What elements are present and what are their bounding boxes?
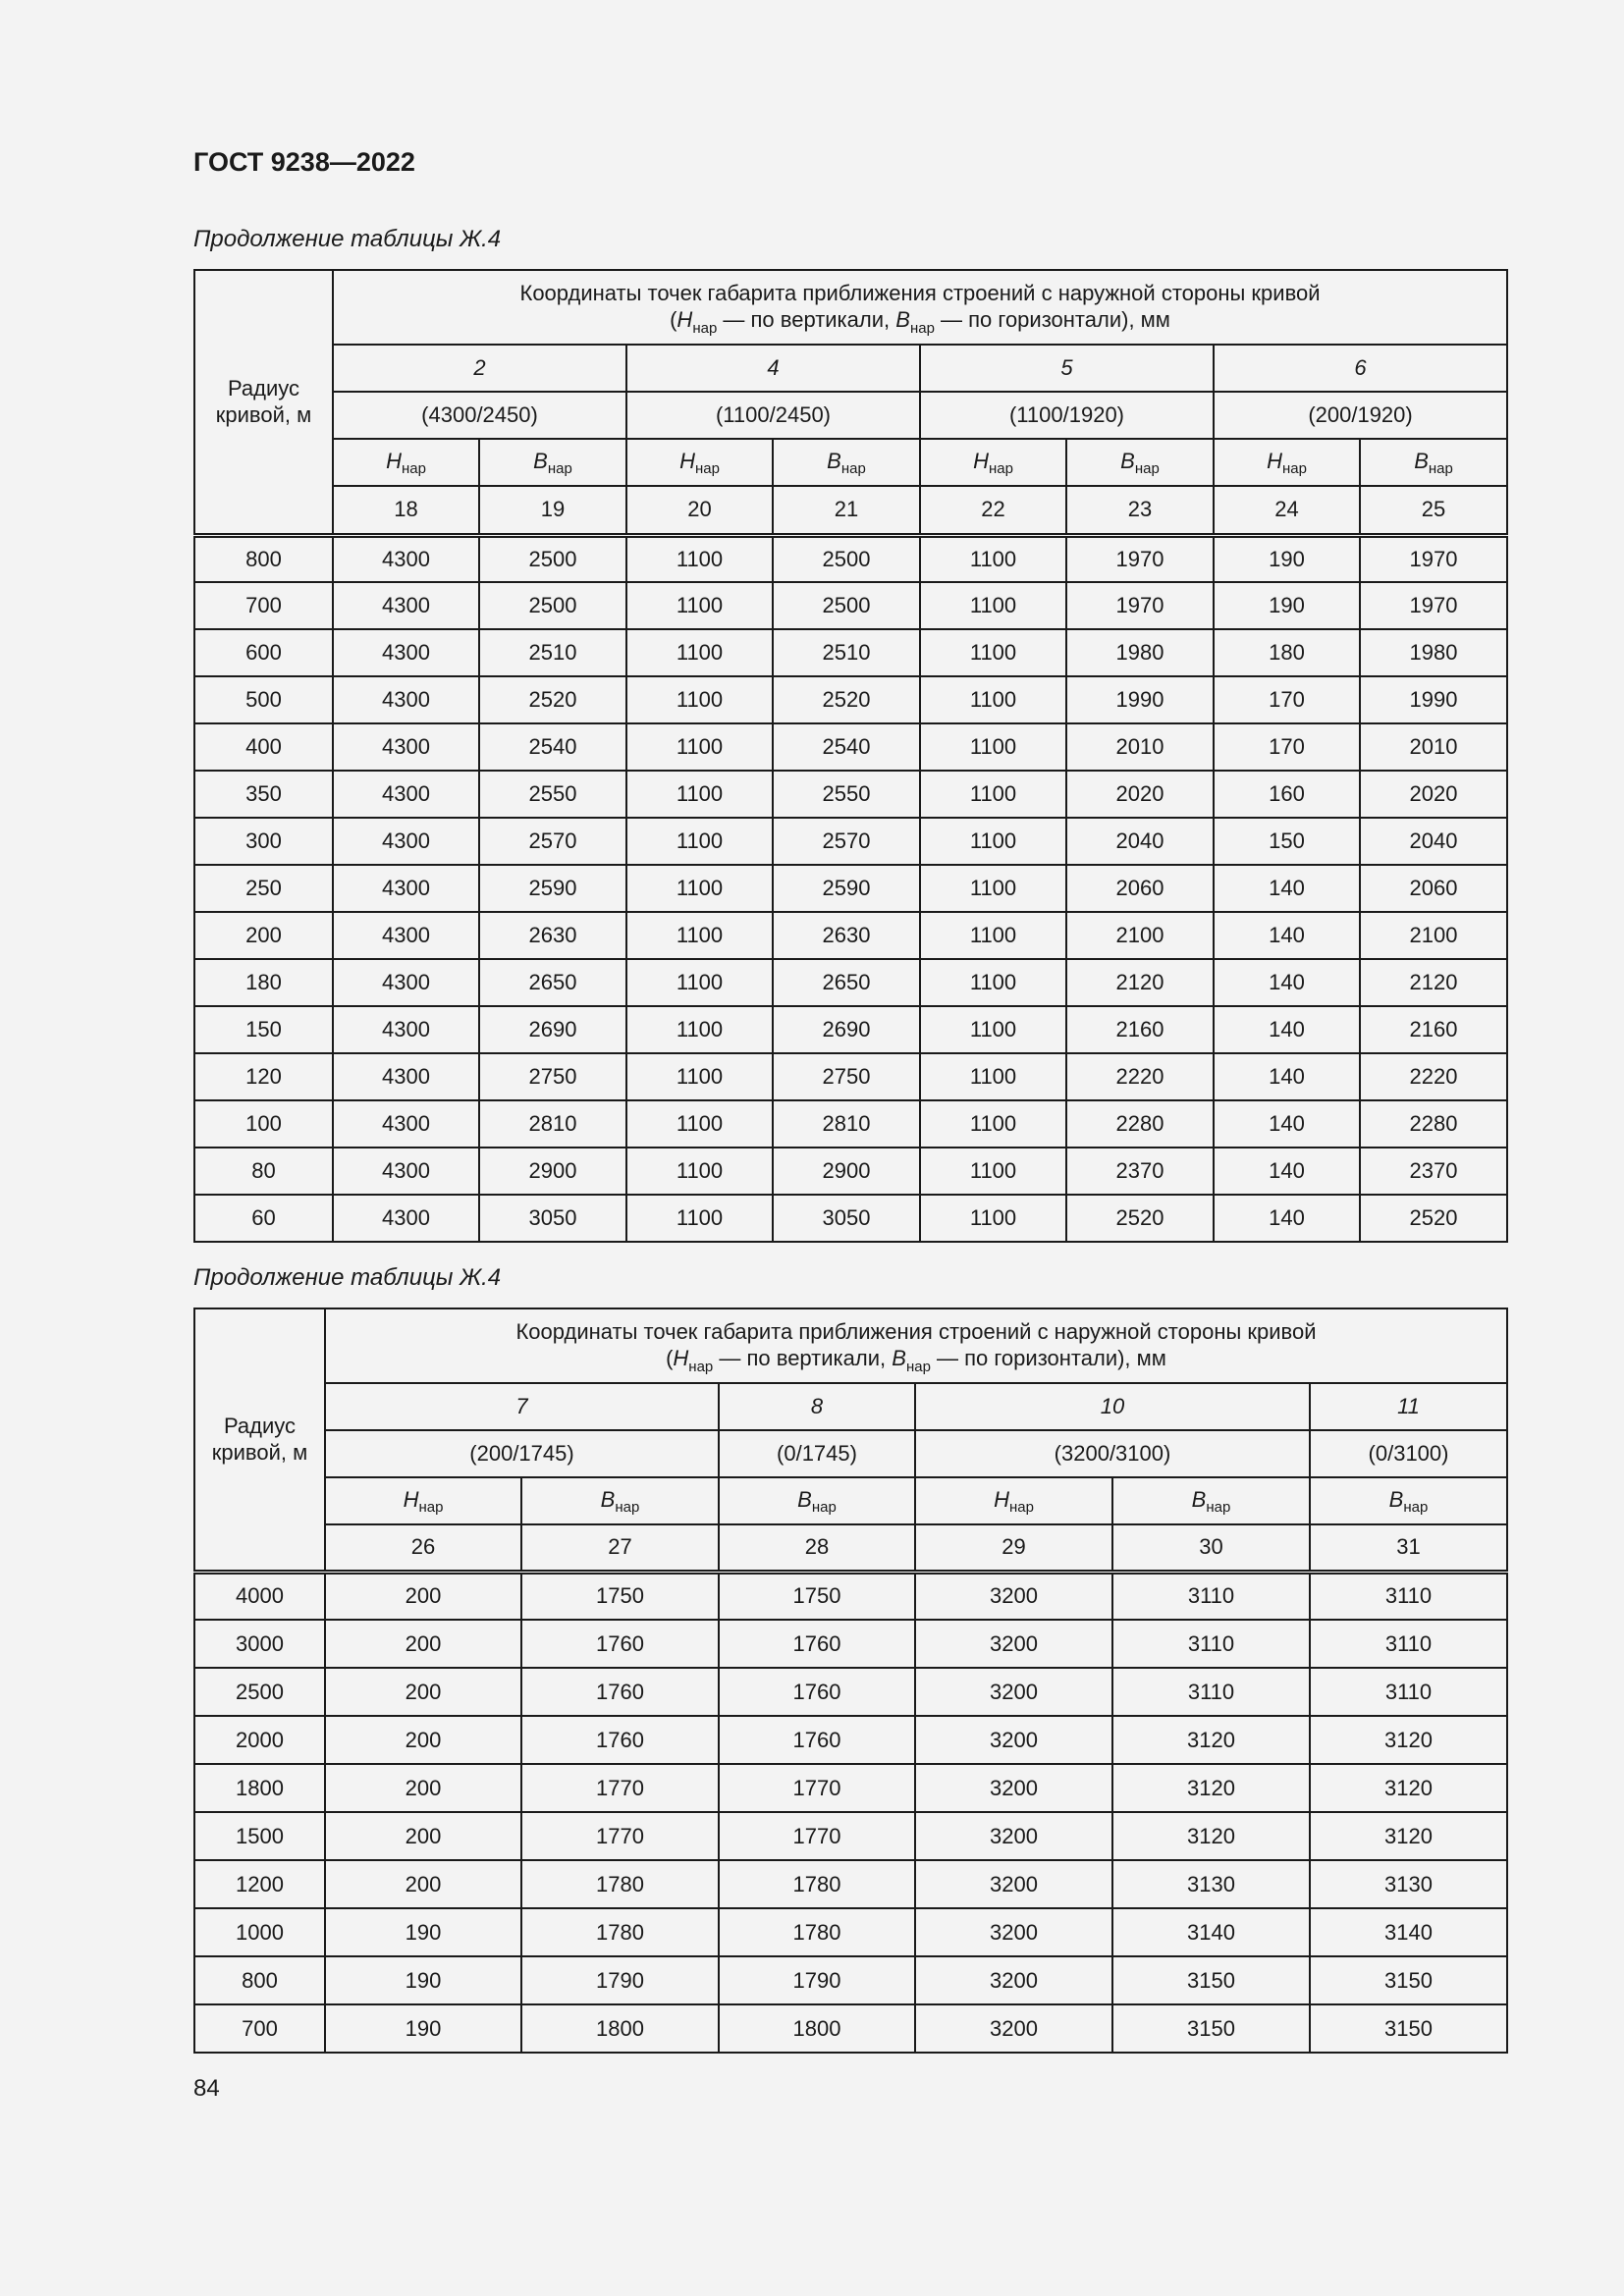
point-number: 4 (626, 345, 920, 392)
point-coordinates: (0/3100) (1310, 1430, 1507, 1477)
table-row (194, 2004, 1507, 2053)
coordinate-value: 4300 (333, 1006, 479, 1053)
clearance-table-part2 (193, 1308, 1508, 2054)
coordinate-value: 1100 (626, 818, 773, 865)
coordinate-value: 2520 (1066, 1195, 1214, 1242)
coordinates-header-line2: ($H_{нар}$ — по вертикали, $B_{нар}$ — по горизонтали), мм (670, 306, 1170, 337)
column-number: 30 (1112, 1524, 1310, 1572)
coordinate-value: 4300 (333, 723, 479, 771)
radius-value: 1800 (194, 1764, 325, 1812)
coordinate-value: 190 (1214, 582, 1360, 629)
coordinate-value: 1980 (1066, 629, 1214, 676)
coordinate-value: 1760 (719, 1620, 915, 1668)
coordinate-value: 1780 (521, 1860, 719, 1908)
vertical-coordinate-header: $H_{нар}$ (1214, 439, 1360, 486)
coordinate-value: 3120 (1310, 1812, 1507, 1860)
coordinates-header (325, 1308, 1507, 1383)
coordinate-value: 190 (325, 2004, 521, 2053)
table-row (194, 959, 1507, 1006)
coordinate-value: 2810 (773, 1100, 920, 1148)
coordinate-value: 2280 (1360, 1100, 1507, 1148)
column-number: 27 (521, 1524, 719, 1572)
coordinate-value: 3110 (1310, 1572, 1507, 1620)
vertical-coordinate-header: $H_{нар}$ (626, 439, 773, 486)
radius-value: 300 (194, 818, 333, 865)
point-coordinates: (3200/3100) (915, 1430, 1310, 1477)
coordinate-value: 1980 (1360, 629, 1507, 676)
vertical-coordinate-header: $H_{нар}$ (333, 439, 479, 486)
coordinates-header-line1: Координаты точек габарита приближения строений с наружной стороны кривой (519, 280, 1321, 305)
coordinate-value: 2810 (479, 1100, 626, 1148)
coordinate-value: 1780 (719, 1908, 915, 1956)
radius-value: 1000 (194, 1908, 325, 1956)
coordinate-value: 140 (1214, 1006, 1360, 1053)
coordinate-value: 140 (1214, 1195, 1360, 1242)
coordinate-value: 1760 (719, 1668, 915, 1716)
coordinate-value: 2370 (1360, 1148, 1507, 1195)
coordinate-value: 3110 (1112, 1668, 1310, 1716)
coordinate-value: 140 (1214, 959, 1360, 1006)
column-number: 23 (1066, 486, 1214, 535)
coordinate-value: 3200 (915, 1572, 1112, 1620)
coordinate-value: 2550 (479, 771, 626, 818)
coordinate-value: 4300 (333, 818, 479, 865)
coordinate-value: 1990 (1066, 676, 1214, 723)
coordinate-value: 140 (1214, 912, 1360, 959)
coordinate-value: 1100 (626, 865, 773, 912)
radius-column-header (194, 270, 333, 535)
coordinate-value: 1100 (626, 1100, 773, 1148)
coordinate-value: 4300 (333, 959, 479, 1006)
table2-caption: Продолжение таблицы Ж.4 (193, 1264, 502, 1291)
coordinate-value: 3200 (915, 2004, 1112, 2053)
page-number: 84 (193, 2075, 220, 2102)
point-number: 8 (719, 1383, 915, 1430)
table-row (194, 629, 1507, 676)
coordinate-value: 200 (325, 1716, 521, 1764)
point-number: 10 (915, 1383, 1310, 1430)
coordinate-value: 3200 (915, 1860, 1112, 1908)
table-row (194, 818, 1507, 865)
coordinate-value: 2650 (479, 959, 626, 1006)
column-number: 24 (1214, 486, 1360, 535)
point-coordinates: (200/1920) (1214, 392, 1507, 439)
coordinates-header-line2: ($H_{нар}$ — по вертикали, $B_{нар}$ — по горизонтали), мм (666, 1345, 1166, 1375)
coordinate-value: 2020 (1066, 771, 1214, 818)
coordinate-value: 1790 (521, 1956, 719, 2004)
coordinate-value: 2550 (773, 771, 920, 818)
point-coordinates: (0/1745) (719, 1430, 915, 1477)
coordinate-value: 1970 (1066, 582, 1214, 629)
coordinate-value: 3120 (1310, 1764, 1507, 1812)
coordinate-value: 2690 (479, 1006, 626, 1053)
point-coordinates: (1100/1920) (920, 392, 1214, 439)
coordinate-value: 1100 (920, 1195, 1066, 1242)
coordinate-value: 1100 (626, 912, 773, 959)
coordinates-header (333, 270, 1507, 345)
coordinate-value: 200 (325, 1860, 521, 1908)
coordinate-value: 4300 (333, 676, 479, 723)
coordinate-value: 200 (325, 1572, 521, 1620)
horizontal-coordinate-header: $B_{нар}$ (1310, 1477, 1507, 1524)
horizontal-coordinate-header: $B_{нар}$ (1066, 439, 1214, 486)
column-number: 25 (1360, 486, 1507, 535)
coordinate-value: 2500 (773, 582, 920, 629)
coordinate-value: 1970 (1066, 535, 1214, 582)
coordinate-value: 2060 (1066, 865, 1214, 912)
table-row (194, 1195, 1507, 1242)
coordinate-value: 4300 (333, 912, 479, 959)
radius-value: 700 (194, 2004, 325, 2053)
coordinate-value: 2370 (1066, 1148, 1214, 1195)
point-coordinates: (200/1745) (325, 1430, 719, 1477)
coordinate-value: 1970 (1360, 582, 1507, 629)
horizontal-coordinate-header: $B_{нар}$ (1360, 439, 1507, 486)
coordinate-value: 1780 (521, 1908, 719, 1956)
coordinate-value: 1100 (626, 1053, 773, 1100)
radius-value: 120 (194, 1053, 333, 1100)
coordinate-value: 2500 (773, 535, 920, 582)
coordinate-value: 1770 (719, 1764, 915, 1812)
coordinate-value: 2540 (479, 723, 626, 771)
point-number: 7 (325, 1383, 719, 1430)
radius-value: 3000 (194, 1620, 325, 1668)
coordinate-value: 200 (325, 1764, 521, 1812)
column-number: 29 (915, 1524, 1112, 1572)
coordinate-value: 2060 (1360, 865, 1507, 912)
coordinate-value: 3200 (915, 1716, 1112, 1764)
coordinate-value: 2900 (773, 1148, 920, 1195)
coordinate-value: 150 (1214, 818, 1360, 865)
point-number: 11 (1310, 1383, 1507, 1430)
coordinate-value: 2160 (1360, 1006, 1507, 1053)
coordinate-value: 2750 (479, 1053, 626, 1100)
coordinate-value: 3140 (1310, 1908, 1507, 1956)
coordinate-value: 3140 (1112, 1908, 1310, 1956)
coordinate-value: 3200 (915, 1620, 1112, 1668)
coordinates-header-line1: Координаты точек габарита приближения строений с наружной стороны кривой (515, 1318, 1317, 1344)
table-row (194, 1716, 1507, 1764)
coordinate-value: 140 (1214, 1100, 1360, 1148)
coordinate-value: 1100 (626, 771, 773, 818)
column-number: 26 (325, 1524, 521, 1572)
column-number: 18 (333, 486, 479, 535)
coordinate-value: 3200 (915, 1668, 1112, 1716)
table-row (194, 1764, 1507, 1812)
coordinate-value: 1790 (719, 1956, 915, 2004)
coordinate-value: 1750 (719, 1572, 915, 1620)
coordinate-value: 1100 (920, 818, 1066, 865)
coordinate-value: 1100 (626, 1195, 773, 1242)
coordinate-value: 4300 (333, 582, 479, 629)
coordinate-value: 3120 (1310, 1716, 1507, 1764)
coordinate-value: 4300 (333, 1195, 479, 1242)
coordinate-value: 2520 (1360, 1195, 1507, 1242)
coordinate-value: 1100 (920, 535, 1066, 582)
coordinate-value: 3110 (1310, 1620, 1507, 1668)
coordinate-value: 1100 (920, 771, 1066, 818)
radius-value: 1500 (194, 1812, 325, 1860)
coordinate-value: 1770 (719, 1812, 915, 1860)
coordinate-value: 3110 (1310, 1668, 1507, 1716)
document-title: ГОСТ 9238—2022 (193, 147, 415, 177)
radius-value: 1200 (194, 1860, 325, 1908)
radius-value: 700 (194, 582, 333, 629)
coordinate-value: 1100 (920, 676, 1066, 723)
coordinate-value: 1100 (626, 959, 773, 1006)
coordinate-value: 4300 (333, 1053, 479, 1100)
radius-header-line1: Радиус (223, 1414, 297, 1439)
coordinate-value: 140 (1214, 865, 1360, 912)
coordinate-value: 190 (325, 1908, 521, 1956)
coordinate-value: 1100 (920, 582, 1066, 629)
coordinate-value: 2020 (1360, 771, 1507, 818)
table-row (194, 1956, 1507, 2004)
table-row (194, 771, 1507, 818)
coordinate-value: 1100 (920, 912, 1066, 959)
coordinate-value: 1100 (626, 1006, 773, 1053)
radius-header-line1: Радиус (227, 376, 300, 401)
coordinate-value: 2520 (773, 676, 920, 723)
coordinate-value: 3150 (1310, 2004, 1507, 2053)
coordinate-value: 1100 (626, 676, 773, 723)
coordinate-value: 2540 (773, 723, 920, 771)
coordinate-value: 1760 (719, 1716, 915, 1764)
table-row (194, 1812, 1507, 1860)
coordinate-value: 170 (1214, 676, 1360, 723)
coordinate-value: 1780 (719, 1860, 915, 1908)
coordinate-value: 1100 (920, 723, 1066, 771)
radius-value: 600 (194, 629, 333, 676)
coordinate-value: 3150 (1112, 1956, 1310, 2004)
coordinate-value: 1100 (626, 629, 773, 676)
clearance-table-part1 (193, 269, 1508, 1243)
coordinate-value: 3200 (915, 1812, 1112, 1860)
coordinate-value: 2750 (773, 1053, 920, 1100)
radius-value: 4000 (194, 1572, 325, 1620)
vertical-coordinate-header: $H_{нар}$ (915, 1477, 1112, 1524)
table-row (194, 1860, 1507, 1908)
horizontal-coordinate-header: $B_{нар}$ (521, 1477, 719, 1524)
radius-header-line2: кривой, м (215, 402, 312, 428)
point-number: 5 (920, 345, 1214, 392)
coordinate-value: 4300 (333, 1148, 479, 1195)
radius-value: 800 (194, 1956, 325, 2004)
radius-value: 250 (194, 865, 333, 912)
radius-value: 150 (194, 1006, 333, 1053)
table1-caption: Продолжение таблицы Ж.4 (193, 226, 502, 252)
coordinate-value: 1100 (626, 535, 773, 582)
point-coordinates: (4300/2450) (333, 392, 626, 439)
table-row (194, 1006, 1507, 1053)
coordinate-value: 2120 (1360, 959, 1507, 1006)
coordinate-value: 3200 (915, 1764, 1112, 1812)
coordinate-value: 3110 (1112, 1620, 1310, 1668)
coordinate-value: 190 (325, 1956, 521, 2004)
coordinate-value: 3050 (773, 1195, 920, 1242)
coordinate-value: 2100 (1066, 912, 1214, 959)
coordinate-value: 2100 (1360, 912, 1507, 959)
coordinate-value: 2690 (773, 1006, 920, 1053)
coordinate-value: 4300 (333, 629, 479, 676)
coordinate-value: 4300 (333, 1100, 479, 1148)
table-row (194, 912, 1507, 959)
coordinate-value: 2520 (479, 676, 626, 723)
coordinate-value: 4300 (333, 771, 479, 818)
coordinate-value: 3130 (1310, 1860, 1507, 1908)
coordinate-value: 2630 (773, 912, 920, 959)
coordinate-value: 3120 (1112, 1812, 1310, 1860)
radius-value: 800 (194, 535, 333, 582)
column-number: 28 (719, 1524, 915, 1572)
coordinate-value: 1760 (521, 1716, 719, 1764)
coordinate-value: 1100 (626, 582, 773, 629)
coordinate-value: 1100 (920, 865, 1066, 912)
coordinate-value: 1770 (521, 1764, 719, 1812)
coordinate-value: 1760 (521, 1668, 719, 1716)
radius-value: 80 (194, 1148, 333, 1195)
horizontal-coordinate-header: $B_{нар}$ (773, 439, 920, 486)
coordinate-value: 2590 (479, 865, 626, 912)
vertical-coordinate-header: $H_{нар}$ (325, 1477, 521, 1524)
coordinate-value: 3120 (1112, 1764, 1310, 1812)
radius-value: 400 (194, 723, 333, 771)
coordinate-value: 140 (1214, 1053, 1360, 1100)
radius-value: 100 (194, 1100, 333, 1148)
coordinate-value: 2650 (773, 959, 920, 1006)
point-number: 6 (1214, 345, 1507, 392)
coordinate-value: 1990 (1360, 676, 1507, 723)
column-number: 20 (626, 486, 773, 535)
coordinate-value: 170 (1214, 723, 1360, 771)
radius-value: 200 (194, 912, 333, 959)
column-number: 21 (773, 486, 920, 535)
coordinate-value: 1800 (521, 2004, 719, 2053)
table-row (194, 1053, 1507, 1100)
coordinate-value: 3150 (1310, 1956, 1507, 2004)
coordinate-value: 2570 (773, 818, 920, 865)
table-row (194, 1668, 1507, 1716)
coordinate-value: 1100 (920, 1148, 1066, 1195)
radius-value: 60 (194, 1195, 333, 1242)
table-row (194, 1148, 1507, 1195)
point-coordinates: (1100/2450) (626, 392, 920, 439)
coordinate-value: 1760 (521, 1620, 719, 1668)
table-row (194, 1620, 1507, 1668)
radius-column-header (194, 1308, 325, 1572)
coordinate-value: 1970 (1360, 535, 1507, 582)
point-number: 2 (333, 345, 626, 392)
coordinate-value: 1100 (920, 1006, 1066, 1053)
column-number: 22 (920, 486, 1066, 535)
coordinate-value: 2280 (1066, 1100, 1214, 1148)
coordinate-value: 2500 (479, 535, 626, 582)
coordinate-value: 2010 (1360, 723, 1507, 771)
coordinate-value: 200 (325, 1668, 521, 1716)
coordinate-value: 1100 (920, 1100, 1066, 1148)
vertical-coordinate-header: $H_{нар}$ (920, 439, 1066, 486)
table-row (194, 1100, 1507, 1148)
coordinate-value: 2510 (773, 629, 920, 676)
coordinate-value: 3200 (915, 1956, 1112, 2004)
coordinate-value: 4300 (333, 535, 479, 582)
column-number: 31 (1310, 1524, 1507, 1572)
coordinate-value: 1100 (626, 723, 773, 771)
coordinate-value: 1100 (920, 1053, 1066, 1100)
horizontal-coordinate-header: $B_{нар}$ (1112, 1477, 1310, 1524)
coordinate-value: 180 (1214, 629, 1360, 676)
coordinate-value: 3050 (479, 1195, 626, 1242)
table-row (194, 535, 1507, 582)
table-row (194, 865, 1507, 912)
table-row (194, 1572, 1507, 1620)
coordinate-value: 1100 (626, 1148, 773, 1195)
table-row (194, 676, 1507, 723)
coordinate-value: 200 (325, 1812, 521, 1860)
coordinate-value: 2900 (479, 1148, 626, 1195)
horizontal-coordinate-header: $B_{нар}$ (719, 1477, 915, 1524)
coordinate-value: 1800 (719, 2004, 915, 2053)
coordinate-value: 2570 (479, 818, 626, 865)
radius-value: 350 (194, 771, 333, 818)
coordinate-value: 2630 (479, 912, 626, 959)
coordinate-value: 1100 (920, 629, 1066, 676)
coordinate-value: 1750 (521, 1572, 719, 1620)
coordinate-value: 200 (325, 1620, 521, 1668)
coordinate-value: 2220 (1360, 1053, 1507, 1100)
coordinate-value: 4300 (333, 865, 479, 912)
coordinate-value: 1770 (521, 1812, 719, 1860)
radius-value: 180 (194, 959, 333, 1006)
coordinate-value: 2120 (1066, 959, 1214, 1006)
coordinate-value: 2510 (479, 629, 626, 676)
table-row (194, 1908, 1507, 1956)
radius-value: 500 (194, 676, 333, 723)
radius-header-line2: кривой, м (211, 1440, 308, 1466)
coordinate-value: 2040 (1066, 818, 1214, 865)
horizontal-coordinate-header: $B_{нар}$ (479, 439, 626, 486)
coordinate-value: 2500 (479, 582, 626, 629)
coordinate-value: 2160 (1066, 1006, 1214, 1053)
coordinate-value: 140 (1214, 1148, 1360, 1195)
coordinate-value: 2590 (773, 865, 920, 912)
coordinate-value: 2220 (1066, 1053, 1214, 1100)
radius-value: 2000 (194, 1716, 325, 1764)
coordinate-value: 3200 (915, 1908, 1112, 1956)
coordinate-value: 3150 (1112, 2004, 1310, 2053)
coordinate-value: 2040 (1360, 818, 1507, 865)
column-number: 19 (479, 486, 626, 535)
coordinate-value: 2010 (1066, 723, 1214, 771)
coordinate-value: 160 (1214, 771, 1360, 818)
coordinate-value: 3110 (1112, 1572, 1310, 1620)
coordinate-value: 190 (1214, 535, 1360, 582)
table-row (194, 582, 1507, 629)
table-row (194, 723, 1507, 771)
coordinate-value: 1100 (920, 959, 1066, 1006)
coordinate-value: 3120 (1112, 1716, 1310, 1764)
radius-value: 2500 (194, 1668, 325, 1716)
coordinate-value: 3130 (1112, 1860, 1310, 1908)
